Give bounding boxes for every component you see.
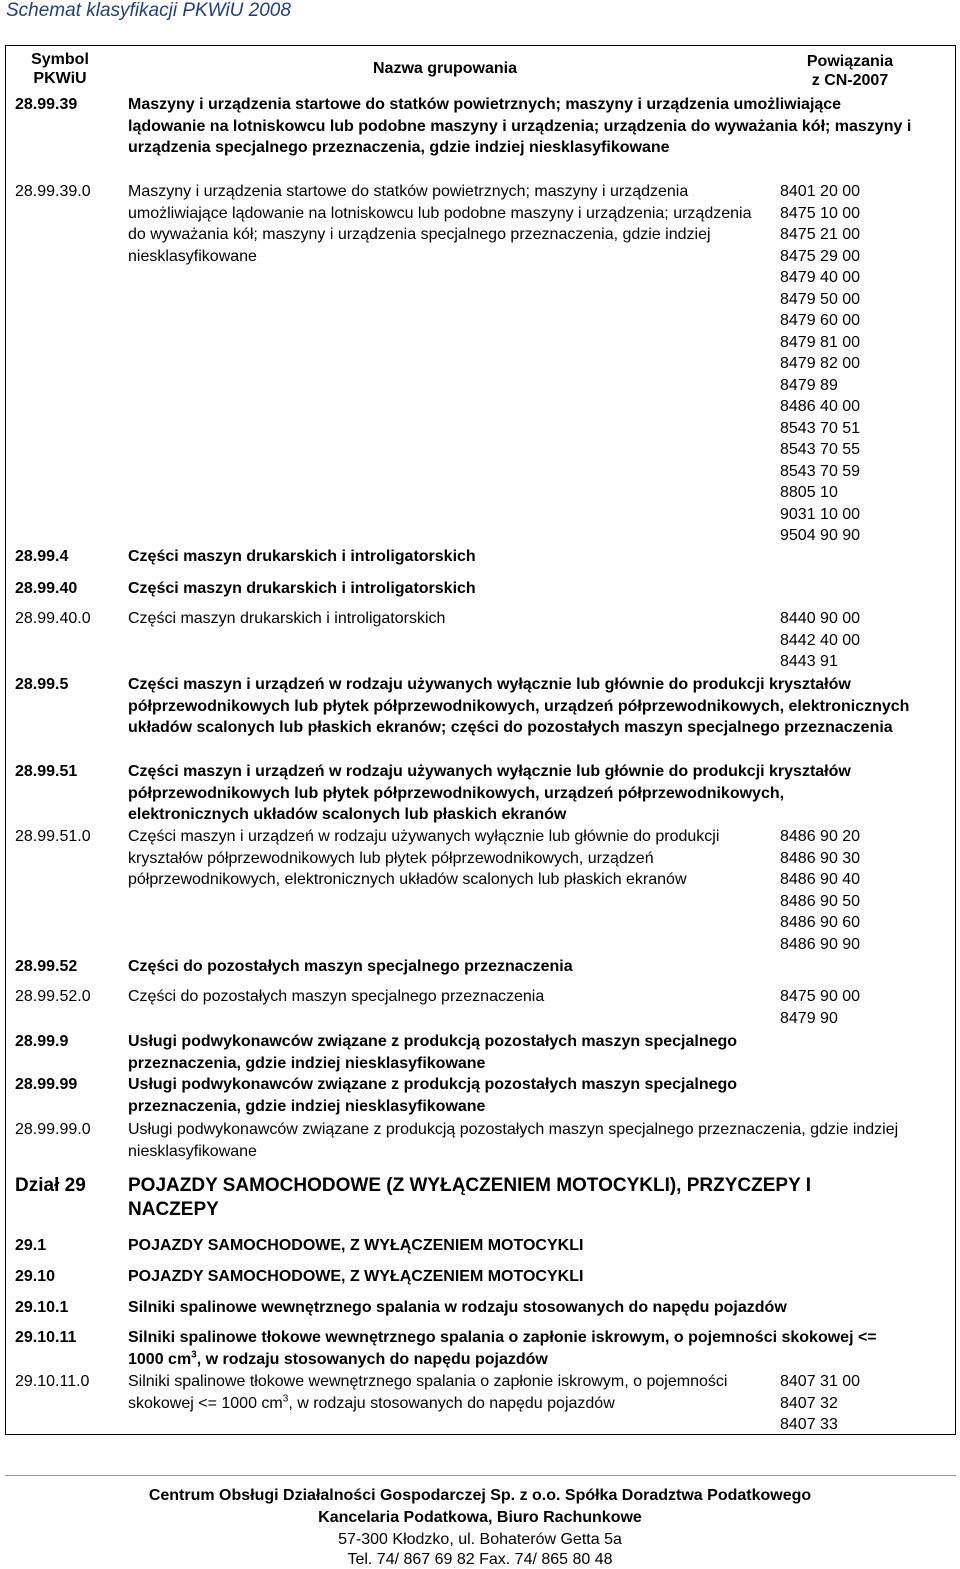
row-name: POJAZDY SAMOCHODOWE (Z WYŁĄCZENIEM MOTOCYKLI), PRZYCZEPY I NACZEPY — [128, 1175, 811, 1220]
row-name — [128, 1371, 753, 1414]
row-name-part2: , w rodzaju stosowanych do napędu pojazdów — [196, 1350, 548, 1368]
row-code: 28.99.5 — [15, 676, 69, 693]
footer-address: 57-300 Kłodzko, ul. Bohaterów Getta 5a — [338, 1531, 622, 1548]
column-header-symbol-line2: PKWiU — [33, 70, 87, 87]
cn-code: 8479 82 00 — [780, 355, 861, 372]
cn-code: 8486 90 50 — [780, 892, 861, 910]
row-name: Usługi podwykonawców związane z produkcją pozostałych maszyn specjalnego przeznaczenia, gdzie indziej niesklasyfikowane — [128, 1076, 738, 1115]
row-name: Części do pozostałych maszyn specjalnego przeznaczenia — [128, 958, 573, 975]
footer-company: Centrum Obsługi Działalności Gospodarczej Sp. z o.o. Spółka Doradztwa Podatkowego — [148, 1487, 812, 1504]
row-name — [128, 1327, 888, 1370]
row-name: Maszyny i urządzenia startowe do statków powietrznych; maszyny i urządzenia umożliwiające lądowanie na lotniskowcu lub podobne maszyny i urządzenia; urządzenia do wyważania kół; maszyny i urządzenia specjalnego przeznaczenia, gdzie indziej niesklasyfikowane — [128, 183, 752, 265]
row-name: POJAZDY SAMOCHODOWE, Z WYŁĄCZENIEM MOTOCYKLI — [128, 1268, 584, 1285]
row-code: 29.10 — [15, 1268, 56, 1285]
cn-code: 8543 70 55 — [780, 441, 861, 458]
row-code: 28.99.9 — [15, 1033, 69, 1050]
cn-code: 8407 33 — [780, 1416, 838, 1433]
cn-code: 8475 90 00 — [780, 988, 861, 1005]
cn-code: 8479 50 00 — [780, 290, 861, 308]
row-cn-codes — [780, 181, 900, 547]
cn-code: 8475 21 00 — [780, 226, 861, 243]
row-name: Części maszyn i urządzeń w rodzaju używanych wyłącznie lub głównie do produkcji kryształów półprzewodnikowych lub płytek półprzewodnikowych, urządzeń półprzewodnikowych, elektronicznych układów scalonych lub płaskich ekranów; części do pozostałych maszyn specjalnego przeznaczenia — [128, 676, 910, 736]
column-header-cn — [785, 52, 915, 90]
footer-office: Kancelaria Podatkowa, Biuro Rachunkowe — [318, 1509, 642, 1526]
row-name: Maszyny i urządzenia startowe do statków powietrznych; maszyny i urządzenia umożliwiające lądowanie na lotniskowcu lub podobne maszyny i urządzenia; urządzenia do wyważania kół; maszyny i urządzenia specjalnego przeznaczenia, gdzie indziej niesklasyfikowane — [128, 96, 912, 156]
page-header-title: Schemat klasyfikacji PKWiU 2008 — [6, 0, 291, 21]
row-name-superscript: 3 — [191, 1349, 197, 1361]
cn-code: 8486 40 00 — [780, 398, 861, 415]
cn-code: 8479 60 00 — [780, 312, 861, 329]
row-name: Usługi podwykonawców związane z produkcją pozostałych maszyn specjalnego przeznaczenia, gdzie indziej niesklasyfikowane — [128, 1121, 899, 1160]
row-name: Części maszyn drukarskich i introligatorskich — [128, 580, 476, 597]
cn-code: 8442 40 00 — [780, 631, 861, 649]
row-code: 29.10.11 — [15, 1329, 77, 1346]
cn-code: 8440 90 00 — [780, 610, 861, 627]
row-name: POJAZDY SAMOCHODOWE, Z WYŁĄCZENIEM MOTOCYKLI — [128, 1237, 584, 1254]
row-code: 28.99.40.0 — [15, 610, 91, 627]
column-header-name: Nazwa grupowania — [372, 60, 518, 77]
row-cn-codes — [780, 986, 900, 1029]
row-code: 28.99.99.0 — [15, 1121, 91, 1138]
row-code: 28.99.52 — [15, 958, 78, 975]
cn-code: 8407 32 — [780, 1394, 838, 1412]
row-name: Usługi podwykonawców związane z produkcją pozostałych maszyn specjalnego przeznaczenia, gdzie indziej niesklasyfikowane — [128, 1033, 738, 1072]
row-name-part2: , w rodzaju stosowanych do napędu pojazdów — [288, 1394, 615, 1412]
row-code: 28.99.4 — [15, 548, 69, 565]
cn-code: 8486 90 40 — [780, 871, 861, 888]
cn-code: 8486 90 20 — [780, 828, 861, 845]
row-code: 28.99.51.0 — [15, 828, 91, 845]
cn-code: 8443 91 — [780, 653, 838, 670]
column-header-cn-line2: z CN-2007 — [811, 72, 889, 89]
row-name-part1: Silniki spalinowe tłokowe wewnętrznego spalania o zapłonie iskrowym, o pojemności skokowej <= 1000 cm — [128, 1373, 728, 1412]
row-code: 28.99.52.0 — [15, 988, 91, 1005]
row-name: Silniki spalinowe wewnętrznego spalania w rodzaju stosowanych do napędu pojazdów — [128, 1299, 787, 1316]
row-code: 28.99.39 — [15, 96, 78, 113]
cn-code: 8543 70 59 — [780, 462, 861, 480]
footer-phone: Tel. 74/ 867 69 82 Fax. 74/ 865 80 48 — [347, 1551, 613, 1568]
column-header-symbol-line1: Symbol — [31, 51, 89, 68]
cn-code: 8401 20 00 — [780, 183, 861, 200]
row-code: 29.1 — [15, 1237, 47, 1254]
cn-code: 8543 70 51 — [780, 419, 861, 437]
row-code: 29.10.11.0 — [15, 1373, 90, 1390]
column-header-symbol — [15, 50, 105, 88]
row-cn-codes — [780, 608, 900, 673]
row-cn-codes — [780, 1371, 900, 1436]
cn-code: 8486 90 60 — [780, 914, 861, 931]
row-code: 28.99.99 — [15, 1076, 78, 1093]
row-code: 28.99.40 — [15, 580, 78, 597]
footer-divider — [5, 1475, 956, 1476]
cn-code: 9031 10 00 — [780, 505, 861, 523]
row-name: Części maszyn drukarskich i introligatorskich — [128, 548, 476, 565]
cn-code: 8479 90 — [780, 1009, 838, 1027]
cn-code: 8475 29 00 — [780, 247, 861, 265]
row-name-part1: Silniki spalinowe tłokowe wewnętrznego spalania o zapłonie iskrowym, o pojemności skokowej <= 1000 cm — [128, 1329, 877, 1368]
cn-code: 8407 31 00 — [780, 1373, 861, 1390]
row-name: Części maszyn drukarskich i introligatorskich — [128, 610, 446, 627]
cn-code: 9504 90 90 — [780, 527, 861, 544]
row-code: 28.99.39.0 — [15, 183, 91, 200]
row-code: 28.99.51 — [15, 763, 78, 780]
cn-code: 8486 90 30 — [780, 849, 861, 867]
cn-code: 8475 10 00 — [780, 204, 861, 222]
row-code: Dział 29 — [15, 1175, 86, 1196]
cn-code: 8805 10 — [780, 484, 838, 501]
row-code: 29.10.1 — [15, 1299, 69, 1316]
row-name: Części maszyn i urządzeń w rodzaju używanych wyłącznie lub głównie do produkcji kryształów półprzewodnikowych lub płytek półprzewodnikowych, urządzeń półprzewodnikowych, elektronicznych układów scalonych lub płaskich ekranów — [128, 828, 720, 888]
row-name-superscript: 3 — [282, 1393, 289, 1405]
row-cn-codes — [780, 826, 900, 955]
cn-code: 8479 40 00 — [780, 269, 861, 286]
column-header-cn-line1: Powiązania — [806, 53, 894, 70]
cn-code: 8479 81 00 — [780, 333, 861, 351]
cn-code: 8486 90 90 — [780, 935, 861, 953]
row-name: Części do pozostałych maszyn specjalnego przeznaczenia — [128, 988, 545, 1005]
row-name: Części maszyn i urządzeń w rodzaju używanych wyłącznie lub głównie do produkcji kryształów półprzewodnikowych lub płytek półprzewodnikowych, urządzeń półprzewodnikowych, elektronicznych układów scalonych lub płaskich ekranów — [128, 763, 851, 823]
cn-code: 8479 89 — [780, 376, 838, 394]
